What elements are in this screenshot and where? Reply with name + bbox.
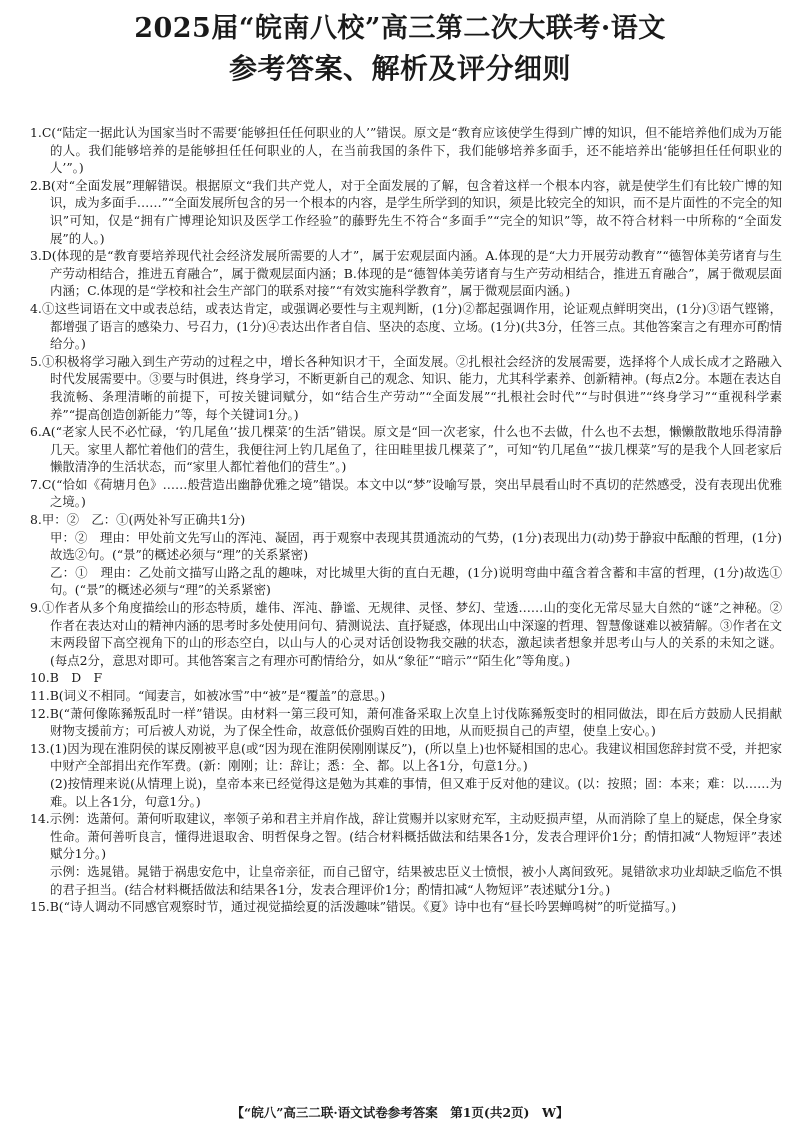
page-footer: 【“皖八”高三二联·语文试卷参考答案 第1页(共2页) W】 (231, 1105, 569, 1120)
answer-3: 3.D(体现的是“教育要培养现代社会经济发展所需要的人才”，属于宏观层面内涵。A.体现的是“大力开展劳动教育”“德智体美劳诸育与生产劳动相结合，推进五育融合”，属于微观层面内涵；B.体现的是“德智体美劳诸育与生产劳动相结合，推进五育融合”，属于微观层面内涵；C.体现的是“学校和社会生产部门的联系对接”“有效实施科学教育”，属于微观层面内涵。) (30, 248, 782, 299)
answer-8-head: 8.甲：② 乙：①(两处补写正确共1分) (30, 512, 246, 528)
answer-10: 10.B D F (30, 670, 103, 686)
answer-14-example2: 示例：选晁错。晁错于祸患安危中，让皇帝亲征，而自己留守，结果被忠臣义士愤恨，被小人离间致死。晁错欲求功业却缺乏临危不惧的君子担当。(结合材料概括做法和结果各1分，发表合理评价1分；酌情扣减“人物短评”表述赋分1分。) (50, 863, 782, 897)
answer-7: 7.C(“恰如《荷塘月色》……般营造出幽静优雅之境”错误。本文中以“梦”设喻写景，突出早晨看山时不真切的茫然感受，没有表现出优雅之境。) (30, 476, 782, 510)
answer-5: 5.①积极将学习融入到生产劳动的过程之中，增长各种知识才干，全面发展。②扎根社会经济的发展需要，选择将个人成长成才之路融入时代发展需要中。③要与时俱进，终身学习，不断更新自己的观念、知识、能力，尤其科学素养、创新精神。(每点2分。本题在表达自我流畅、条理清晰的前提下，可按关键词赋分，如“结合生产劳动”“全面发展”“扎根社会时代”“与时俱进”“终身学习”“重视科学素养”“提高创造创新能力”等，每个关键词1分。) (30, 353, 782, 422)
answer-1: 1.C(“陆定一据此认为国家当时不需要‘能够担任任何职业的人’”错误。原文是“教育应该使学生得到广博的知识，但不能培养他们成为万能的人。我们能够培养的是能够担任任何职业的人，在当前我国的条件下，我们能够培养多面手，还不能培养出‘能够担任任何职业的人’”。) (30, 125, 782, 176)
answer-6: 6.A(“老家人民不必忙碌，‘钓几尾鱼’‘拔几棵菜’的生活”错误。原文是“回一次老家，什么也不去做，什么也不去想，懒懒散散地乐得清静几天。家里人都忙着他们的营生，我便往河上钓几尾鱼了，往田畦里拔几棵菜了”，可知“钓几尾鱼”“拔几棵菜”写的是我个人回老家后懒散清净的生活状态，而“家里人都忙着他们的营生”。) (30, 424, 782, 475)
answers-body (30, 124, 782, 916)
answer-4: 4.①这些词语在文中或表总结，或表达肯定，或强调必要性与主观判断，(1分)②都起强调作用，论证观点鲜明突出，(1分)③语气铿锵，都增强了语言的感染力、号召力，(1分)④表达出作者自信、坚决的态度、立场。(1分)(共3分，任答三点。其他答案言之有理亦可酌情给分。) (30, 300, 782, 352)
answer-11: 11.B(词义不相同。“闻妻言，如被冰雪”中“被”是“覆盖”的意思。) (30, 688, 386, 703)
answer-13-part1: 13.(1)因为现在淮阴侯的谋反刚被平息(或“因为现在淮阴侯刚刚谋反”)，(所以皇上)也怀疑相国的忠心。我建议相国您辞封赏不受，并把家中财产全部捐出充作军费。(新：刚刚；让：辞让；悉：全、都。以上各1分，句意1分。) (30, 740, 782, 774)
answer-2: 2.B(对“全面发展”理解错误。根据原文“我们共产党人，对于全面发展的了解，包含着这样一个根本内容，就是使学生们有比较广博的知识，成为多面手……”“全面发展所包含的另一个根本的内容，是学生所学到的知识，须是比较完全的知识，而不是片面性的不完全的知识”可知，仅是“拥有广博理论知识及医学工作经验”的藤野先生不符合“多面手”“完全的知识”等，故不符合材料一中所称的“全面发展”的人。) (30, 177, 782, 246)
answer-13-part2: (2)按情理来说(从情理上说)，皇帝本来已经觉得这是勉为其难的事情，但又难于反对他的建议。(以：按照；固：本来；难：以……为难。以上各1分，句意1分。) (50, 775, 782, 809)
answer-12: 12.B(“萧何像陈豨叛乱时一样”错误。由材料一第三段可知，萧何准备采取上次皇上讨伐陈豨叛变时的相同做法，即在后方鼓励人民捐献财物支援前方；可后被人劝说，为了保全性命，故意低价强购百姓的田地，从而贬损自己的声望，使皇上安心。) (30, 705, 782, 739)
answer-8-yi: 乙：① 理由：乙处前文描写山路之乱的趣味，对比城里大街的直白无趣，(1分)说明弯曲中蕴含着含蓄和丰富的哲理，(1分)故选①句。(“景”的概述必须与“理”的关系紧密) (50, 564, 782, 598)
answer-14-example1: 14.示例：选萧何。萧何听取建议，率领子弟和君主并肩作战，辞让赏赐并以家财充军，主动贬损声望，从而消除了皇上的疑虑，保全身家性命。萧何善听良言，懂得进退取舍、明哲保身之智。(结合材料概括做法和结果各1分，发表合理评价1分；酌情扣减“人物短评”表述赋分1分。) (30, 811, 782, 862)
answer-8-jia: 甲：② 理由：甲处前文先写山的浑沌、凝固，再于观察中表现其贯通流动的气势，(1分)表现出力(动)势于静寂中酝酿的哲理，(1分)故选②句。(“景”的概述必须与“理”的关系紧密) (50, 529, 782, 563)
document-title: 2025届“皖南八校”高三第二次大联考·语文 (134, 13, 666, 44)
answer-9: 9.①作者从多个角度描绘山的形态特质，雄伟、浑沌、静谧、无规律、灵怪、梦幻、莹透……山的变化无常尽显大自然的“谜”之神秘。②作者在表达对山的精神内涵的思考时多处使用问句、猜测说法、直抒疑惑，体现出山中深邃的哲理、智慧像谜难以被猜解。③作者在文末两段留下高空视角下的山的形态空白，以山与人的心灵对话创设物我交融的状态，激起读者想象并思考山与人的关系的未知之谜。(每点2分，意思对即可。其他答案言之有理亦可酌情给分，如从“象征”“暗示”“陌生化”等角度。) (30, 600, 782, 668)
answer-15: 15.B(“诗人调动不同感官观察时节，通过视觉描绘夏的活泼趣味”错误。《夏》诗中也有“昼长吟罢蝉鸣树”的听觉描写。) (30, 899, 677, 915)
document-subtitle: 参考答案、解析及评分细则 (228, 52, 571, 85)
